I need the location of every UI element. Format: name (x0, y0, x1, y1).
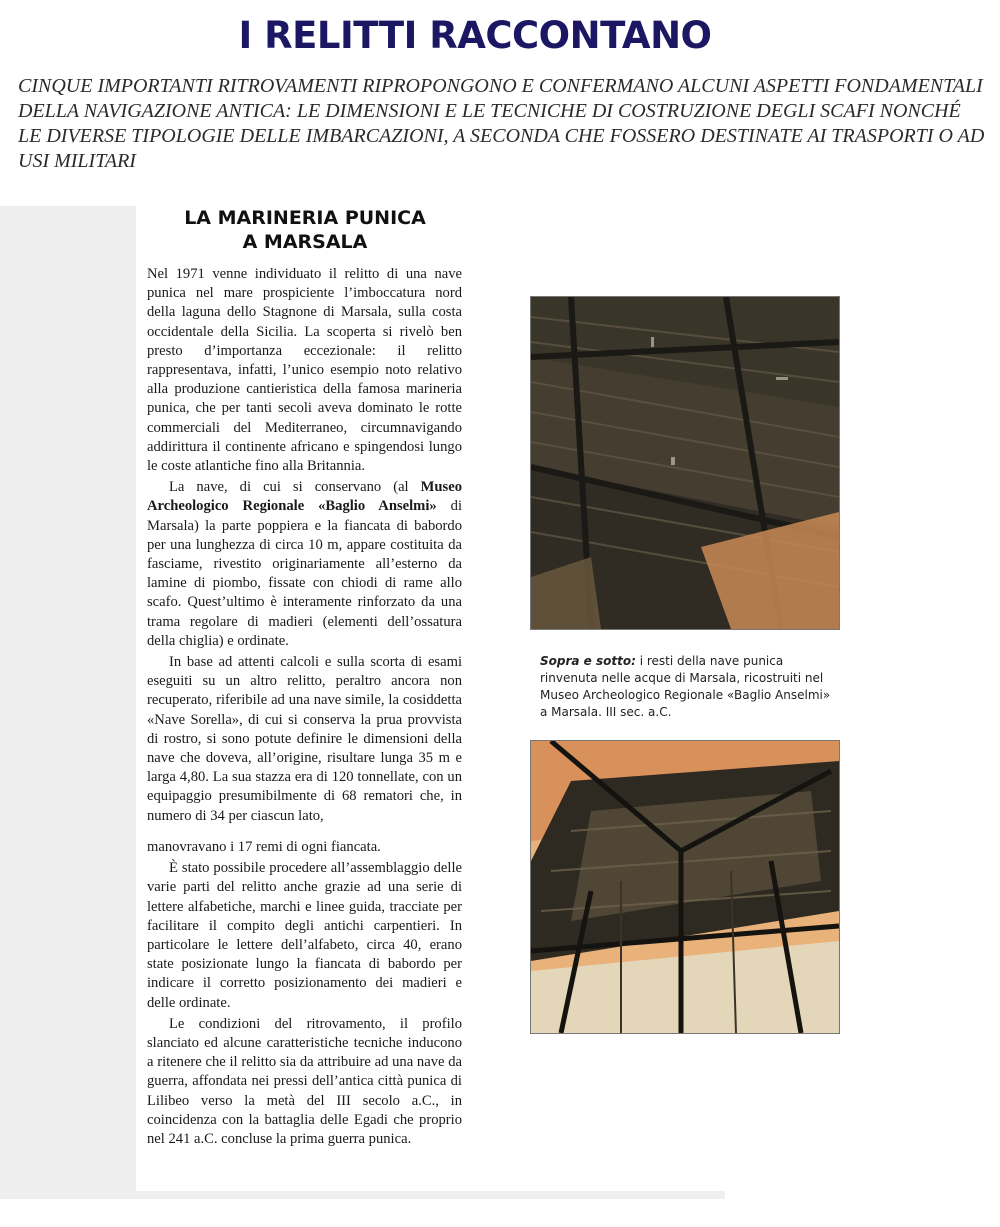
page-title: I RELITTI RACCONTANO (238, 14, 712, 57)
article-body (147, 265, 462, 1149)
photo-caption (540, 653, 840, 721)
ship-photo-top (530, 296, 840, 630)
paragraph-2-start: La nave, di cui si conservano (al (169, 479, 421, 496)
paragraph-1: Nel 1971 venne individuato il relitto di una nave punica nel mare prospiciente l’imboccatura nord della laguna dello Stagnone di Marsala, sulla costa occidentale della Sicilia. La scoperta si rivelò ben presto d’importanza eccezionale: il relitto rappresentava, infatti, l’unico esempio noto relativo alla produzione cantieristica della famosa marineria punica, che per tanti secoli aveva dominato le rotte commerciali del Mediterraneo, circumnavigando addirittura il continente africano e spingendosi lungo le coste atlantiche fino alla Britannia. (147, 266, 462, 475)
paragraph-5: Le condizioni del ritrovamento, il profilo slanciato ed alcune caratteristiche tecniche inducono a ritenere che il relitto sia da attribuire ad una nave da guerra, affondata nei pressi dell’antica città punica di Lilibeo verso la metà del III secolo a.C., in coincidenza con la battaglia delle Egadi che proprio nel 241 a.C. concluse la prima guerra punica. (147, 1015, 462, 1147)
museum-name: Museo Archeologico Regionale «Baglio Anselmi» (147, 479, 462, 515)
left-margin-shade (0, 206, 136, 1191)
paragraph-2-end: di Marsala) la parte poppiera e la fiancata di babordo per una lunghezza di circa 10 m, appare costituita da fasciame, rivestito originariamente all’esterno da lamine di piombo, fissate con chiodi di rame allo scafo. Quest’ultimo è interamente rinforzato da una trama regolare di madieri (elementi dell’ossatura della chiglia) e ordinate. (147, 498, 462, 649)
section-title-line-2: A MARSALA (242, 231, 368, 253)
section-title-line-1: LA MARINERIA PUNICA (184, 207, 426, 229)
paragraph-4: È stato possibile procedere all’assemblaggio delle varie parti del relitto anche grazie ad una serie di lettere alfabetiche, marchi e linee guida, tracciate per facilitare il compito degli antichi carpentieri. In particolare le lettere dell’alfabeto, circa 40, erano state posizionate lungo la fiancata di babordo per indicare il corretto posizionamento dei madieri e delle ordinate. (147, 860, 462, 1011)
paragraph-3: In base ad attenti calcoli e sulla scorta di esami eseguiti su un altro relitto, peraltro ancora non recuperato, riferibile ad una nave simile, la cosiddetta «Nave Sorella», di cui si conserva la prua provvista di rostro, si sono potute definire le dimensioni della nave che doveva, all’origine, risultare lunga 35 m e larga 4,80. La sua stazza era di 120 tonnellate, con un equipaggio presumibilmente di 68 rematori che, in numero di 34 per ciascun lato, (147, 654, 462, 824)
bottom-shade (0, 1191, 725, 1199)
paragraph-3-continued: manovravano i 17 remi di ogni fiancata. (147, 838, 381, 855)
section-title (150, 206, 460, 254)
page-subtitle: CINQUE IMPORTANTI RITROVAMENTI RIPROPONGONO E CONFERMANO ALCUNI ASPETTI FONDAMENTALI DELLA NAVIGAZIONE ANTICA: LE DIMENSIONI E LE TECNICHE DI COSTRUZIONE DEGLI SCAFI NONCHÉ LE DIVERSE TIPOLOGIE DELLE IMBARCAZIONI, A SECONDA CHE FOSSERO DESTINATE AI TRASPORTI O AD USI MILITARI (18, 75, 985, 172)
caption-text: i resti della nave punica rinvenuta nelle acque di Marsala, ricostruiti nel Museo Archeologico Regionale «Baglio Anselmi» a Marsala. III sec. a.C. (540, 654, 831, 719)
caption-lead: Sopra e sotto: (540, 654, 636, 668)
ship-photo-bottom (530, 740, 840, 1034)
paragraph-2 (147, 478, 462, 651)
